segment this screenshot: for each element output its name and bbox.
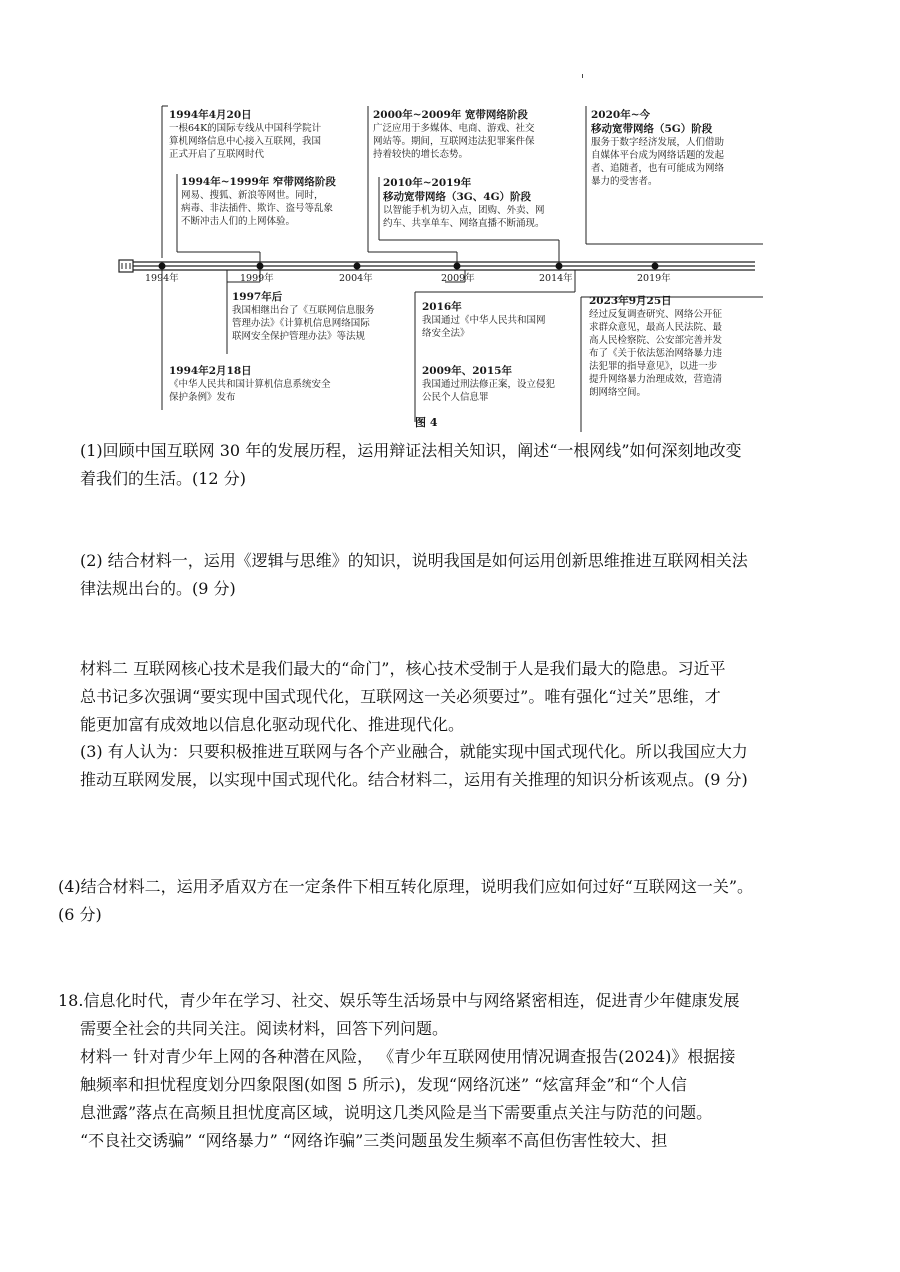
- question-3: [80, 738, 748, 794]
- year-label: 2019年: [637, 273, 671, 284]
- year-label: 1999年: [240, 273, 274, 284]
- text-line: 18.信息化时代，青少年在学习、社交、娱乐等生活场景中与网络紧密相连，促进青少年健康发展: [58, 991, 740, 1010]
- event-line: 保护条例》发布: [169, 392, 236, 403]
- text-line: “不良社交诱骗” “网络暴力” “网络诈骗”三类问题虽发生频率不高但伤害性较大、担: [80, 1131, 668, 1150]
- event-line: 网易、搜狐、新浪等网世。同时，: [181, 190, 324, 201]
- text-line: (6 分): [58, 905, 102, 924]
- text-line: (4)结合材料二，运用矛盾双方在一定条件下相互转化原理，说明我们应如何过好“互联网这一关”。: [58, 877, 754, 896]
- event-narrowband: [181, 175, 371, 228]
- event-title: 1994年4月20日: [169, 109, 252, 121]
- event-title: 1997年后: [232, 291, 283, 303]
- event-1997: [232, 290, 412, 343]
- event-line: 求群众意见，最高人民法院、最: [589, 322, 723, 333]
- year-label: 2014年: [539, 273, 573, 284]
- event-subtitle: 移动宽带网络（5G）阶段: [591, 123, 713, 135]
- event-1994-apr: [169, 108, 369, 161]
- event-line: 病毒、非法插件、欺诈、盗号等乱象: [181, 203, 334, 214]
- event-line: 管理办法》《计算机信息网络国际: [232, 318, 370, 329]
- event-mobile-5g: [591, 108, 761, 188]
- event-title: 2010年~2019年: [383, 177, 472, 189]
- question-18: [58, 987, 739, 1155]
- question-1: [80, 437, 742, 493]
- event-line: 布了《关于依法惩治网络暴力违: [589, 348, 723, 359]
- event-title: 1994年~1999年 窄带网络阶段: [181, 176, 336, 188]
- event-line: 约车、共享单车、网络直播不断涌现。: [383, 218, 545, 229]
- event-line: 自媒体平台成为网络话题的发起: [591, 150, 725, 161]
- cable-plug-icon: [119, 260, 133, 272]
- timeline-figure: [115, 92, 763, 437]
- text-line: 材料二 互联网核心技术是我们最大的“命门”，核心技术受制于人是我们最大的隐患。习近平: [80, 659, 726, 678]
- text-line: 需要全社会的共同关注。阅读材料，回答下列问题。: [80, 1019, 449, 1038]
- event-line: 朗网络空间。: [589, 387, 647, 398]
- event-title: 1994年2月18日: [169, 365, 252, 377]
- event-title: 2009年、2015年: [422, 365, 512, 377]
- text-line: 律法规出台的。(9 分): [80, 579, 236, 598]
- event-subtitle: 移动宽带网络（3G、4G）阶段: [383, 191, 532, 203]
- text-line: (3) 有人认为：只要积极推进互联网与各个产业融合，就能实现中国式现代化。所以我国应大力: [80, 742, 748, 761]
- event-line: 以智能手机为切入点，团购、外卖、网: [383, 205, 545, 216]
- event-line: 持着较快的增长态势。: [373, 149, 469, 160]
- event-line: 算机网络信息中心接入互联网，我国: [169, 136, 322, 147]
- event-broadband: [373, 108, 583, 161]
- year-label: 2004年: [339, 273, 373, 284]
- event-line: 高人民检察院、公安部完善并发: [589, 335, 723, 346]
- event-line: 经过反复调查研究、网络公开征: [589, 309, 723, 320]
- material-2: [80, 655, 725, 739]
- text-line: 息泄露”落点在高频且担忧度高区域，说明这几类风险是当下需要重点关注与防范的问题。: [80, 1103, 713, 1122]
- event-line: 我国通过刑法修正案，设立侵犯: [422, 379, 556, 390]
- scan-mark: [582, 74, 583, 78]
- text-line: (2) 结合材料一，运用《逻辑与思维》的知识，说明我国是如何运用创新思维推进互联网相关法: [80, 551, 748, 570]
- event-line: 网站等。期间，互联网违法犯罪案件保: [373, 136, 535, 147]
- event-2016: [422, 300, 582, 340]
- text-line: 能更加富有成效地以信息化驱动现代化、推进现代化。: [80, 715, 465, 734]
- text-line: 推动互联网发展，以实现中国式现代化。结合材料二，运用有关推理的知识分析该观点。(9 分): [80, 770, 748, 789]
- question-2: [80, 547, 748, 603]
- event-2023: [589, 294, 763, 399]
- event-line: 不断冲击人们的上网体验。: [181, 216, 296, 227]
- event-line: 暴力的受害者。: [591, 176, 658, 187]
- event-title: 2023年9月25日: [589, 295, 672, 307]
- event-line: 者、追随者，也有可能成为网络: [591, 163, 725, 174]
- event-title: 2020年~今: [591, 109, 651, 121]
- event-2009-2015: [422, 364, 582, 404]
- event-line: 公民个人信息罪: [422, 392, 489, 403]
- event-1994-feb: [169, 364, 389, 404]
- event-line: 我国通过《中华人民共和国网: [422, 315, 546, 326]
- event-line: 正式开启了互联网时代: [169, 149, 265, 160]
- event-title: 2016年: [422, 301, 462, 313]
- event-mobile-4g: [383, 176, 583, 230]
- question-4: [58, 873, 753, 929]
- event-line: 广泛应用于多媒体、电商、游戏、社交: [373, 123, 535, 134]
- event-title: 2000年~2009年 宽带网络阶段: [373, 109, 528, 121]
- event-line: 联网安全保护管理办法》等法规: [232, 331, 366, 342]
- year-label: 1994年: [145, 273, 179, 284]
- figure-caption: 图 4: [415, 416, 438, 429]
- event-line: 提升网络暴力治理成效，营造清: [589, 374, 723, 385]
- text-line: 触频率和担忧程度划分四象限图(如图 5 所示)，发现“网络沉迷” “炫富拜金”和“个人信: [80, 1075, 687, 1094]
- event-line: 法犯罪的指导意见》，以进一步: [589, 361, 718, 372]
- year-label: 2009年: [441, 273, 475, 284]
- text-line: 着我们的生活。(12 分): [80, 469, 246, 488]
- text-line: 材料一 针对青少年上网的各种潜在风险， 《青少年互联网使用情况调查报告(2024)》根据接: [80, 1047, 736, 1066]
- event-line: 络安全法》: [422, 328, 470, 339]
- text-line: 总书记多次强调“要实现中国式现代化，互联网这一关必须要过”。唯有强化“过关”思维，才: [80, 687, 721, 706]
- event-line: 一根64K的国际专线从中国科学院计: [169, 123, 322, 134]
- text-line: (1)回顾中国互联网 30 年的发展历程，运用辩证法相关知识，阐述“一根网线”如何深刻地改变: [80, 441, 742, 460]
- event-line: 我国相继出台了《互联网信息服务: [232, 305, 375, 316]
- event-line: 《中华人民共和国计算机信息系统安全: [169, 379, 331, 390]
- event-line: 服务于数字经济发展，人们借助: [591, 137, 725, 148]
